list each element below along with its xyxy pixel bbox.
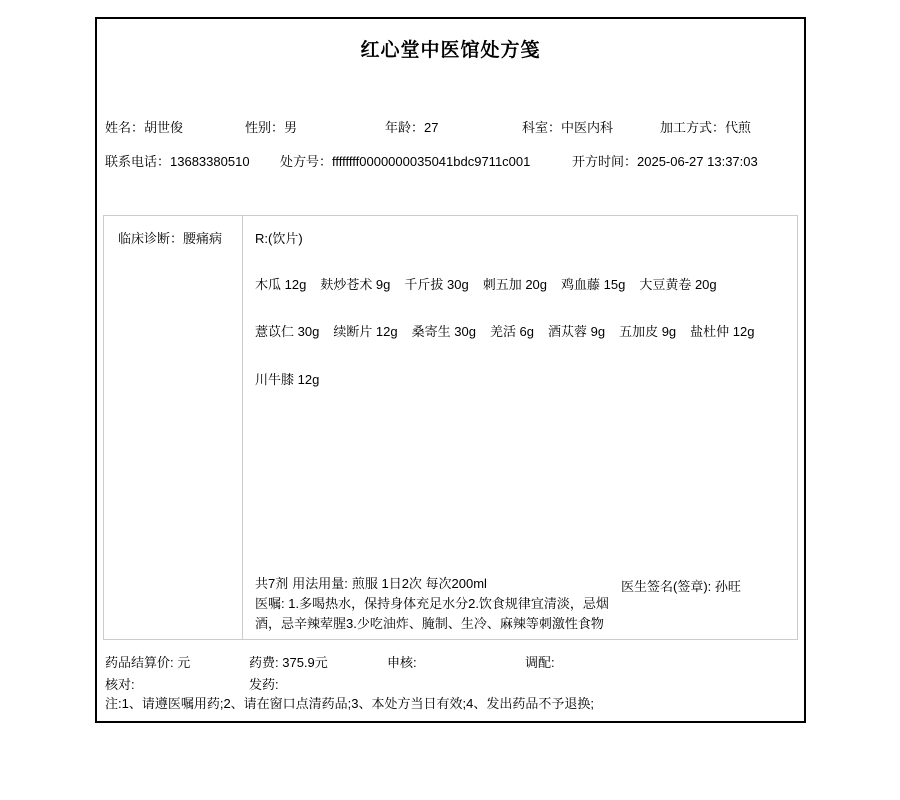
prepare-label: 调配: [525,655,555,670]
prescription-form [95,17,806,723]
diagnosis-label: 临床诊断： [118,231,184,246]
usage-advice-block [255,574,633,634]
usage-label: 用法用量: [292,576,348,591]
medicine-fee-value: 375.9元 [282,655,328,670]
herb-item: 刺五加 20g [482,277,548,292]
herb-item: 羌活 6g [489,324,535,339]
herb-item: 桑寄生 30g [411,324,476,339]
phone-field [105,151,250,170]
processing-method-value: 代煎 [725,120,752,135]
page-title: 红心堂中医馆处方笺 [360,40,541,61]
issue-time-value: 2025-06-27 13:37:03 [637,154,758,169]
processing-method-field [660,117,751,136]
patient-gender-value: 男 [284,120,298,135]
patient-age-label: 年龄： [385,120,425,135]
doctor-advice [255,594,633,634]
herb-item: 麸炒苍术 9g [320,277,391,292]
department-label: 科室： [522,120,562,135]
check-field [105,674,135,693]
diagnosis-field [118,228,222,247]
dispense-field [249,674,279,693]
usage-value: 煎服 1日2次 每次200ml [351,576,487,591]
herb-item: 续断片 12g [333,324,398,339]
total-doses: 共7剂 [255,576,289,591]
patient-name-value: 胡世俊 [144,120,184,135]
prescription-number-field [280,151,530,170]
herb-item: 薏苡仁 30g [255,324,320,339]
issue-time-field [572,151,758,170]
herb-item: 千斤拔 30g [404,277,469,292]
diagnosis-cell [104,216,243,639]
advice-label: 医嘱: [255,596,285,611]
prepare-field [525,652,555,671]
patient-gender-label: 性别： [245,120,285,135]
patient-gender-field [245,117,297,136]
herb-item: 川牛膝 12g [255,372,320,387]
herb-item: 大豆黄卷 20g [639,277,717,292]
settle-price-value: 元 [177,655,191,670]
footer-notes: 注:1、请遵医嘱用药;2、请在窗口点清药品;3、本处方当日有效;4、发出药品不予退换; [105,696,594,711]
herb-item: 鸡血藤 15g [561,277,626,292]
advice-text: 1.多喝热水，保持身体充足水分2.饮食规律宜清淡，忌烟酒，忌辛辣荤腥3.少吃油炸、腌制、生冷、麻辣等刺激性食物 [255,596,609,631]
review-field [387,652,417,671]
check-label: 核对: [105,677,135,692]
doctor-signature-label: 医生签名(签章): [621,579,715,594]
herb-line-1 [255,274,731,293]
herb-line-2 [255,321,768,340]
diagnosis-value: 腰痛病 [183,231,223,246]
prescription-number-label: 处方号： [280,154,333,169]
medicine-fee-label: 药费: [249,655,283,670]
department-value: 中医内科 [561,120,614,135]
review-label: 申核: [387,655,417,670]
phone-label: 联系电话： [105,154,171,169]
prescription-cell [243,216,797,639]
prescription-number-value: ffffffff0000000035041bdc9711c001 [332,154,531,169]
doctor-signature-field [621,576,741,595]
settle-price-field [105,652,190,671]
patient-name-label: 姓名： [105,120,145,135]
patient-name-field [105,117,183,136]
dispense-label: 发药: [249,677,279,692]
patient-age-field [385,117,438,136]
doctor-signature-value: 孙旺 [714,579,741,594]
herb-line-3 [255,369,333,388]
processing-method-label: 加工方式： [660,120,726,135]
phone-value: 13683380510 [170,154,250,169]
herb-item: 五加皮 9g [619,324,677,339]
department-field [522,117,613,136]
patient-age-value: 27 [424,120,439,135]
usage-line [255,574,633,594]
settle-price-label: 药品结算价: [105,655,178,670]
prescription-table [103,215,798,640]
issue-time-label: 开方时间： [572,154,638,169]
medicine-fee-field [249,652,328,671]
herb-item: 酒苁蓉 9g [548,324,606,339]
herb-item: 木瓜 12g [255,277,307,292]
rx-header: R:(饮片) [255,231,303,246]
herb-item: 盐杜仲 12g [690,324,755,339]
